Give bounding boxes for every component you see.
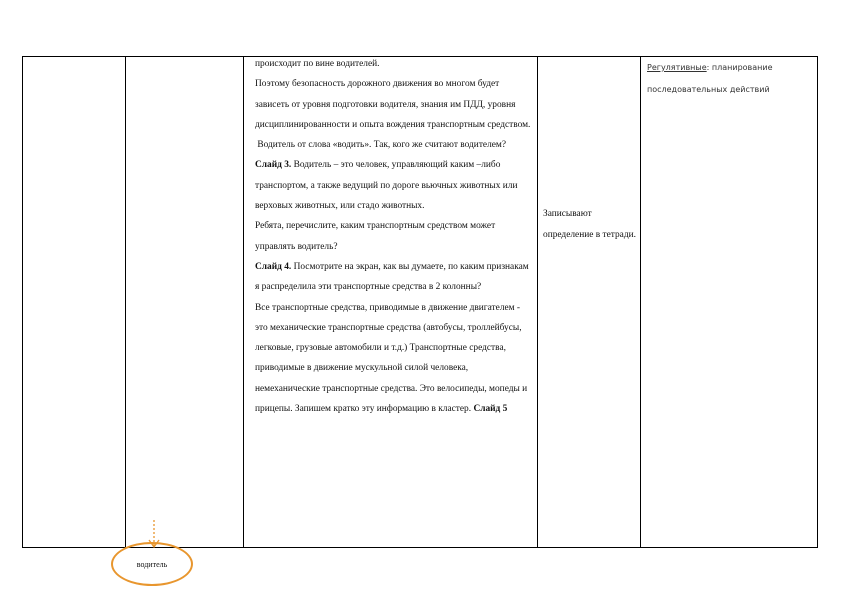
paragraph: происходит по вине водителей. — [255, 59, 380, 69]
paragraph — [255, 257, 535, 298]
paragraph: Поэтому безопасность дорожного движения во многом будет зависеть от уровня подготовки водителя, знания им ПДД, уровня дисциплинированности и опыта вождения транспортным средством. — [255, 79, 531, 130]
column-divider — [125, 57, 126, 547]
paragraph-text: Посмотрите на экран, как вы думаете, по каким признакам я распределила эти транспортные средства в 2 колонны? — [255, 261, 529, 293]
lesson-table — [22, 56, 818, 548]
paragraph-text: Водитель от слова «водить». Так, кого же считают водителем? — [257, 140, 507, 151]
slide-label: Слайд 4. — [255, 261, 292, 272]
paragraph: Ребята, перечислите, каким транспортным средством может управлять водитель? — [255, 221, 496, 252]
slide-label: Слайд 5 — [473, 404, 508, 415]
uud-text: : планирование последовательных действий — [647, 63, 773, 94]
column-divider — [640, 57, 641, 547]
cluster-node — [111, 542, 193, 586]
slide-label: Слайд 3. — [255, 160, 292, 171]
student-activity-cell: Записывают определение в тетради. — [543, 209, 636, 240]
column-divider — [243, 57, 244, 547]
teacher-activity-cell — [249, 54, 539, 419]
paragraph — [255, 298, 535, 420]
cluster-node-label: водитель — [136, 559, 168, 569]
paragraph-text: Все транспортные средства, приводимые в движение двигателем - это механические транспортные средства (автобусы, троллейбусы, легковые, грузовые автомобили и т.д.) Транспортные средства, приводимые в движение мускульной силой человека, немеханические транспортные средства. Это велосипеды, мопеды и прицепы. Запишем кратко эту информацию в кластер. — [255, 302, 528, 415]
uud-label: Регулятивные — [647, 63, 707, 72]
paragraph-text: Водитель – это человек, управляющий каким –либо транспортом, а также ведущий по дороге вьючных животных или верховых животных, или стадо животных. — [255, 160, 518, 212]
paragraph — [255, 135, 535, 155]
paragraph — [255, 155, 535, 216]
uud-cell — [647, 57, 815, 101]
